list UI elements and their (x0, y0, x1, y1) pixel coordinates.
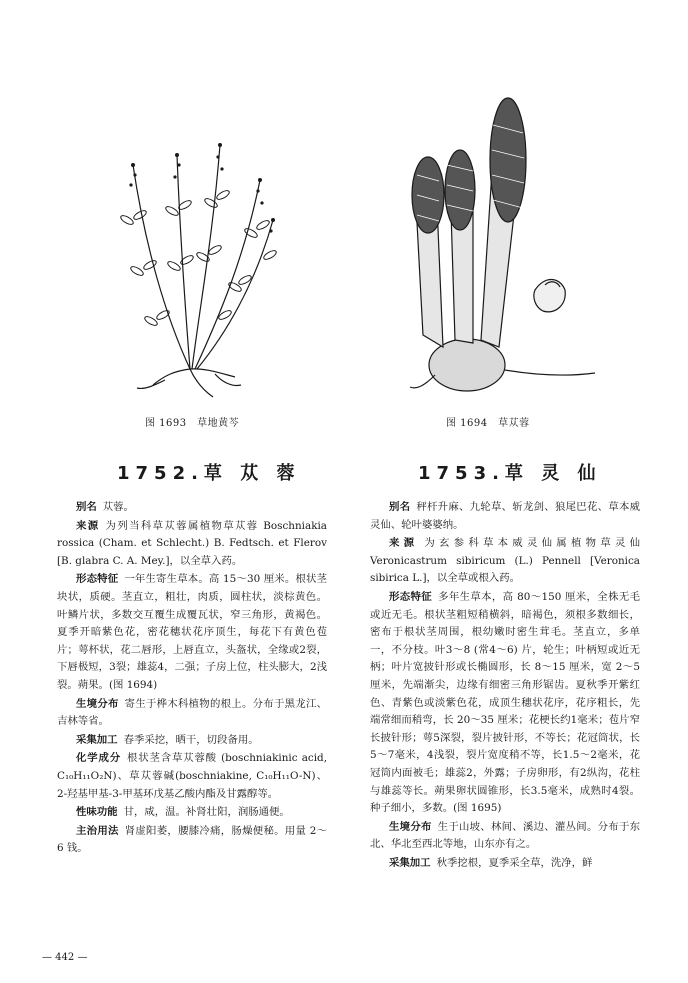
entry-text: 春季采挖，晒干，切段备用。 (123, 733, 259, 746)
entry-label: 别名 (389, 501, 411, 513)
entry-paragraph (370, 589, 640, 818)
entry-text: 根状茎含草苁蓉酸 (boschniakinic acid, C₁₀H₁₁O₂N)、草苁蓉碱(boschniakine, C₁₀H₁₁O-N)、2-羟基甲基-3-甲基环戊基乙酸内酯及甘露醇等。 (57, 752, 328, 800)
entry-paragraph (57, 732, 327, 750)
entry-label: 形态特征 (76, 573, 119, 586)
entry-text: 多年生草本，高 80～150 厘米，全株无毛或近无毛。根状茎粗短稍横斜，暗褐色，须根多数细长，密布于根状茎周围，根幼嫩时密生茸毛。茎直立，多单一，不分枝。叶3～8 (常4～6) 片，轮生；叶柄短或近无柄；叶片宽披针形或长椭圆形，长 8～15 厘米，宽 2～5 厘米，先端渐尖，边缘有细密三角形锯齿。夏秋季开紫红色、青紫色或淡紫色花，成顶生穗状花序，花序粗长，先端常细而稍弯，长 20～35 厘米；花梗长约1毫米；苞片窄长披针形；萼5深裂，裂片披针形，不等长；花冠筒状，长5～7毫米，4浅裂，裂片宽度稍不等，长1.5～2毫米，花冠筒内面被毛；雄蕊2，外露；子房卵形，有2纵沟，花柱与雄蕊等长。蒴果卵状圆锥形，长3.5毫米，成熟时4裂。种子细小，多数。(图 1695) (370, 590, 640, 815)
entry-paragraph (370, 535, 640, 588)
entry-text: 秤杆升麻、九轮草、斩龙剑、狼尾巴花、草本威灵仙、轮叶婆婆纳。 (370, 501, 640, 531)
entry-paragraph (57, 750, 327, 803)
right-column (370, 499, 640, 873)
entry-text: 为列当科草苁蓉属植物草苁蓉 Boschniakia rossica (Cham. et Schlecht.) B. Fedtsch. et Flerov [B. glabra C. A. Mey.]，以全草入药。 (57, 519, 328, 567)
entry-text: 一年生寄生草本。高 15～30 厘米。根状茎块状，质硬。茎直立，粗壮，肉质，圆柱状，淡棕黄色。叶鳞片状，多数交互覆生成覆瓦状，窄三角形，黄褐色。夏季开暗紫色花，密花穗状花序顶生，每花下有黄色苞片；萼杯状，花二唇形，上唇直立，头盔状，全缘或2裂，下唇极短，3裂；雄蕊4，二强；子房上位，柱头膨大，2浅裂。蒴果。(图 1694) (57, 573, 327, 691)
figure-1693-caption: 图 1693 草地黄芩 (145, 418, 240, 429)
page-number: — 442 — (42, 952, 88, 963)
entry-paragraph (57, 499, 327, 517)
entry-label: 主治用法 (76, 824, 119, 837)
entry-label: 采集加工 (76, 733, 118, 746)
entry-label: 性味功能 (76, 806, 118, 819)
entry-text: 肾虚阳萎，腰膝冷痛，肠燥便秘。用量 2～6 钱。 (57, 824, 328, 855)
entry-label: 来源 (389, 537, 419, 550)
entry-label: 来源 (76, 519, 100, 532)
left-column (57, 499, 327, 859)
entry-text: 秋季挖根，夏季采全草，洗净，鲜 (436, 856, 593, 869)
entry-paragraph (57, 804, 327, 822)
entry-text: 生于山坡、林间、溪边、灌丛间。分布于东北、华北至西北等地，山东亦有之。 (370, 820, 640, 851)
entry-text: 甘，咸，温。补肾壮阳，润肠通便。 (123, 806, 290, 819)
entry-paragraph (57, 823, 327, 858)
entry-paragraph (57, 571, 327, 694)
entry-paragraph (370, 819, 640, 854)
entry-paragraph (57, 518, 327, 571)
heading-1752: 1752.草 苁 蓉 (117, 463, 301, 484)
entry-label: 生境分布 (76, 697, 119, 710)
figure-1694-illustration (395, 85, 605, 410)
entry-paragraph (370, 499, 640, 534)
entry-label: 化学成分 (76, 752, 121, 765)
entry-label: 形态特征 (389, 590, 433, 603)
entry-label: 采集加工 (389, 856, 431, 869)
entry-label: 生境分布 (389, 820, 432, 833)
entry-label: 别名 (76, 501, 97, 513)
entry-text: 苁蓉。 (102, 501, 134, 513)
entry-text: 为玄参科草本威灵仙属植物草灵仙 Veronicastrum sibiricum (L.) Pennell [Veronica sibirica L.]，以全草或根入药。 (370, 537, 641, 585)
figure-1693-illustration (95, 85, 310, 410)
figure-1694-caption: 图 1694 草苁蓉 (446, 418, 530, 429)
entry-paragraph (370, 855, 640, 873)
entry-text: 寄生于桦木科植物的根上。分布于黑龙江、吉林等省。 (57, 697, 327, 728)
heading-1753: 1753.草 灵 仙 (418, 463, 602, 484)
entry-paragraph (57, 696, 327, 731)
